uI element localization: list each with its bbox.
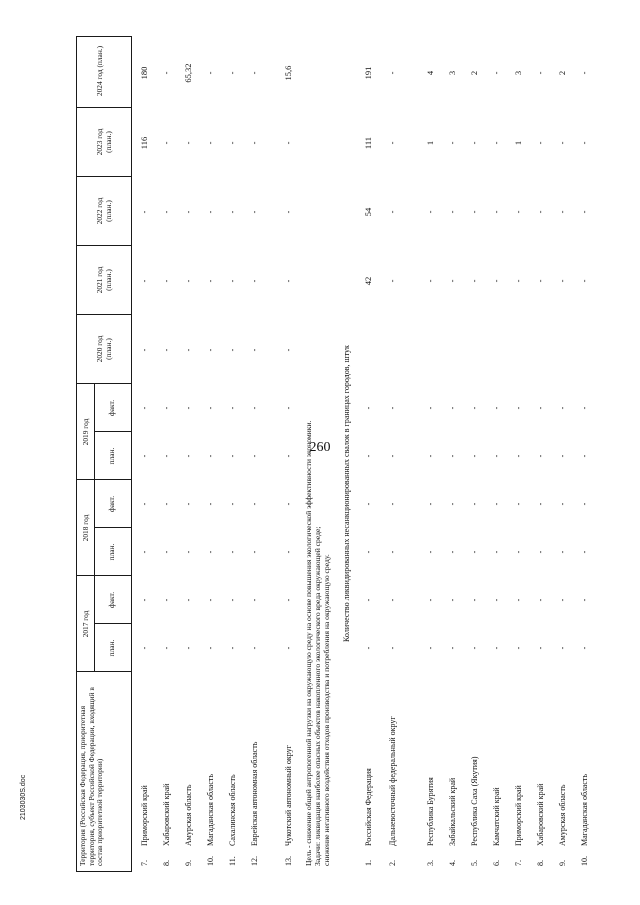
row-territory: Чукотский автономный округ bbox=[284, 745, 293, 846]
empty-cell-dash: - bbox=[250, 406, 259, 410]
empty-cell-dash: - bbox=[162, 406, 171, 410]
empty-cell-dash: - bbox=[206, 550, 215, 554]
value-2021: - bbox=[491, 279, 501, 283]
value-2023: 1 bbox=[425, 140, 435, 146]
row-number: 11. bbox=[228, 856, 237, 866]
empty-cell-dash: - bbox=[492, 502, 501, 506]
value-2022: - bbox=[535, 210, 545, 214]
empty-cell-dash: - bbox=[426, 406, 435, 410]
table-row bbox=[140, 36, 158, 872]
value-2023: - bbox=[183, 141, 193, 145]
empty-cell-dash: - bbox=[184, 406, 193, 410]
empty-cell-dash: - bbox=[470, 454, 479, 458]
row-number: 7. bbox=[514, 860, 523, 866]
empty-cell-dash: - bbox=[184, 454, 193, 458]
empty-cell-dash: - bbox=[284, 279, 293, 283]
row-territory: Республика Саха (Якутия) bbox=[470, 756, 479, 846]
value-2022: - bbox=[579, 210, 589, 214]
empty-cell-dash: - bbox=[228, 210, 237, 214]
header-2018: 2018 год bbox=[81, 514, 90, 542]
empty-cell-dash: - bbox=[492, 454, 501, 458]
empty-cell-dash: - bbox=[206, 502, 215, 506]
empty-cell-dash: - bbox=[206, 210, 215, 214]
header-territory: Территория (Российская Федерация, приоритетная территория, субъект Российской Федерации, входящий в состав приоритетной территории) bbox=[78, 687, 104, 866]
row-territory: Хабаровский край bbox=[536, 783, 545, 846]
row-territory: Амурская область bbox=[558, 784, 567, 846]
empty-cell-dash: - bbox=[162, 646, 171, 650]
value-2023: - bbox=[557, 141, 567, 145]
value-2023: 111 bbox=[363, 136, 373, 150]
table-row bbox=[536, 36, 554, 872]
col-line bbox=[76, 871, 131, 872]
rotated-table bbox=[76, 36, 626, 872]
empty-cell-dash: - bbox=[388, 454, 397, 458]
value-2024: 15,6 bbox=[283, 65, 293, 81]
empty-cell-dash: - bbox=[206, 348, 215, 352]
empty-cell-dash: - bbox=[364, 454, 373, 458]
empty-cell-dash: - bbox=[448, 598, 457, 602]
empty-cell-dash: - bbox=[228, 454, 237, 458]
empty-cell-dash: - bbox=[492, 406, 501, 410]
col-line bbox=[76, 36, 131, 37]
empty-cell-dash: - bbox=[206, 406, 215, 410]
header-2017: 2017 год bbox=[81, 610, 90, 638]
empty-cell-dash: - bbox=[250, 348, 259, 352]
value-2022: - bbox=[491, 210, 501, 214]
col-line bbox=[76, 245, 131, 246]
row-number: 5. bbox=[470, 860, 479, 866]
empty-cell-dash: - bbox=[388, 406, 397, 410]
empty-cell-dash: - bbox=[470, 406, 479, 410]
empty-cell-dash: - bbox=[140, 454, 149, 458]
empty-cell-dash: - bbox=[448, 502, 457, 506]
empty-cell-dash: - bbox=[284, 210, 293, 214]
col-line bbox=[76, 176, 131, 177]
row-number: 2. bbox=[388, 860, 397, 866]
value-2023: - bbox=[227, 141, 237, 145]
header-bottom-line bbox=[131, 36, 132, 872]
empty-cell-dash: - bbox=[580, 454, 589, 458]
empty-cell-dash: - bbox=[426, 646, 435, 650]
header-plan: план. bbox=[107, 543, 116, 561]
empty-cell-dash: - bbox=[580, 550, 589, 554]
row-number: 9. bbox=[184, 860, 193, 866]
row-number: 10. bbox=[580, 856, 589, 866]
value-2024: 2 bbox=[469, 70, 479, 76]
value-2021: - bbox=[513, 279, 523, 283]
empty-cell-dash: - bbox=[140, 646, 149, 650]
empty-cell-dash: - bbox=[558, 646, 567, 650]
header-2022: 2022 год (план.) bbox=[95, 197, 113, 225]
empty-cell-dash: - bbox=[250, 454, 259, 458]
value-2024: 65,32 bbox=[183, 63, 193, 83]
empty-cell-dash: - bbox=[228, 279, 237, 283]
empty-cell-dash: - bbox=[536, 598, 545, 602]
row-number: 1. bbox=[364, 860, 373, 866]
empty-cell-dash: - bbox=[448, 454, 457, 458]
empty-cell-dash: - bbox=[184, 210, 193, 214]
empty-cell-dash: - bbox=[228, 348, 237, 352]
empty-cell-dash: - bbox=[206, 454, 215, 458]
empty-cell-dash: - bbox=[580, 406, 589, 410]
row-territory: Хабаровский край bbox=[162, 783, 171, 846]
row-territory: Камчатский край bbox=[492, 787, 501, 846]
empty-cell-dash: - bbox=[470, 646, 479, 650]
value-2024: 180 bbox=[139, 66, 149, 80]
row-number: 6. bbox=[492, 860, 501, 866]
value-2021: - bbox=[469, 279, 479, 283]
empty-cell-dash: - bbox=[162, 550, 171, 554]
table-row bbox=[514, 36, 532, 872]
value-2022: - bbox=[387, 210, 397, 214]
row-territory: Амурская область bbox=[184, 784, 193, 846]
value-2024: - bbox=[387, 71, 397, 75]
table-row bbox=[364, 36, 382, 872]
value-2021: - bbox=[387, 279, 397, 283]
empty-cell-dash: - bbox=[284, 502, 293, 506]
empty-cell-dash: - bbox=[514, 550, 523, 554]
header-2020: 2020 год (план.) bbox=[95, 335, 113, 363]
page-number: 260 bbox=[309, 440, 331, 455]
value-2023: - bbox=[161, 141, 171, 145]
task-text-1: Задачи: ликвидация наиболее опасных объектов накопленного экологического вреда окружающей среде; bbox=[313, 526, 322, 866]
table-row bbox=[448, 36, 466, 872]
header-fact: факт. bbox=[107, 591, 116, 609]
header-2021: 2021 год (план.) bbox=[95, 266, 113, 294]
empty-cell-dash: - bbox=[536, 502, 545, 506]
value-2022: - bbox=[425, 210, 435, 214]
empty-cell-dash: - bbox=[536, 406, 545, 410]
goal-text: Цель - снижение общей антропогенной нагрузки на окружающую среду на основе повышения экологической эффективности экономики. bbox=[304, 420, 313, 866]
header-plan: план. bbox=[107, 447, 116, 465]
table-row bbox=[206, 36, 224, 872]
empty-cell-dash: - bbox=[514, 502, 523, 506]
empty-cell-dash: - bbox=[514, 454, 523, 458]
empty-cell-dash: - bbox=[448, 646, 457, 650]
empty-cell-dash: - bbox=[514, 646, 523, 650]
value-2024: - bbox=[227, 71, 237, 75]
empty-cell-dash: - bbox=[558, 406, 567, 410]
empty-cell-dash: - bbox=[250, 598, 259, 602]
empty-cell-dash: - bbox=[140, 406, 149, 410]
header-plan: план. bbox=[107, 639, 116, 657]
empty-cell-dash: - bbox=[228, 598, 237, 602]
row-territory: Российская Федерация bbox=[364, 768, 373, 846]
value-2023: - bbox=[579, 141, 589, 145]
empty-cell-dash: - bbox=[448, 406, 457, 410]
header-2019: 2019 год bbox=[81, 418, 90, 446]
row-territory: Приморский край bbox=[514, 785, 523, 846]
empty-cell-dash: - bbox=[162, 210, 171, 214]
row-number: 8. bbox=[536, 860, 545, 866]
header-2024: 2024 год (план.) bbox=[95, 45, 104, 97]
value-2024: 2 bbox=[557, 70, 567, 76]
value-2021: 42 bbox=[363, 276, 373, 286]
value-2022: - bbox=[557, 210, 567, 214]
empty-cell-dash: - bbox=[184, 348, 193, 352]
empty-cell-dash: - bbox=[250, 646, 259, 650]
table-row bbox=[558, 36, 576, 872]
empty-cell-dash: - bbox=[580, 502, 589, 506]
value-2023: - bbox=[491, 141, 501, 145]
value-2024: - bbox=[161, 71, 171, 75]
table-row bbox=[388, 36, 406, 872]
empty-cell-dash: - bbox=[470, 550, 479, 554]
empty-cell-dash: - bbox=[250, 502, 259, 506]
empty-cell-dash: - bbox=[184, 502, 193, 506]
col-line bbox=[76, 314, 131, 315]
value-2024: - bbox=[535, 71, 545, 75]
empty-cell-dash: - bbox=[448, 550, 457, 554]
empty-cell-dash: - bbox=[184, 598, 193, 602]
empty-cell-dash: - bbox=[228, 646, 237, 650]
empty-cell-dash: - bbox=[364, 406, 373, 410]
value-2021: - bbox=[535, 279, 545, 283]
value-2023: - bbox=[205, 141, 215, 145]
empty-cell-dash: - bbox=[388, 646, 397, 650]
empty-cell-dash: - bbox=[426, 502, 435, 506]
empty-cell-dash: - bbox=[580, 598, 589, 602]
row-territory: Еврейская автономная область bbox=[250, 741, 259, 846]
empty-cell-dash: - bbox=[284, 348, 293, 352]
empty-cell-dash: - bbox=[162, 348, 171, 352]
empty-cell-dash: - bbox=[162, 454, 171, 458]
col-line bbox=[76, 107, 131, 108]
table-row bbox=[426, 36, 444, 872]
row-territory: Забайкальский край bbox=[448, 777, 457, 846]
empty-cell-dash: - bbox=[228, 550, 237, 554]
table-row bbox=[470, 36, 488, 872]
empty-cell-dash: - bbox=[364, 598, 373, 602]
table-row bbox=[184, 36, 202, 872]
value-2022: - bbox=[469, 210, 479, 214]
empty-cell-dash: - bbox=[388, 502, 397, 506]
empty-cell-dash: - bbox=[580, 646, 589, 650]
table-row bbox=[284, 36, 302, 872]
value-2024: - bbox=[205, 71, 215, 75]
row-territory: Магаданская область bbox=[580, 773, 589, 846]
empty-cell-dash: - bbox=[514, 406, 523, 410]
empty-cell-dash: - bbox=[184, 279, 193, 283]
empty-cell-dash: - bbox=[250, 279, 259, 283]
empty-cell-dash: - bbox=[162, 598, 171, 602]
value-2024: 3 bbox=[513, 70, 523, 76]
row-number: 7. bbox=[140, 860, 149, 866]
empty-cell-dash: - bbox=[470, 598, 479, 602]
value-2021: - bbox=[447, 279, 457, 283]
empty-cell-dash: - bbox=[426, 598, 435, 602]
value-2023: - bbox=[447, 141, 457, 145]
row-number: 3. bbox=[426, 860, 435, 866]
empty-cell-dash: - bbox=[492, 598, 501, 602]
indicator-title: Количество ликвидированных несанкционированных свалок в границах городов, штук bbox=[342, 345, 351, 642]
header-fact: факт. bbox=[107, 495, 116, 513]
empty-cell-dash: - bbox=[470, 502, 479, 506]
value-2021: - bbox=[557, 279, 567, 283]
value-2023: 116 bbox=[139, 136, 149, 150]
value-2023: - bbox=[469, 141, 479, 145]
empty-cell-dash: - bbox=[284, 598, 293, 602]
empty-cell-dash: - bbox=[364, 646, 373, 650]
value-2023: - bbox=[249, 141, 259, 145]
empty-cell-dash: - bbox=[536, 454, 545, 458]
empty-cell-dash: - bbox=[388, 550, 397, 554]
empty-cell-dash: - bbox=[558, 454, 567, 458]
empty-cell-dash: - bbox=[140, 598, 149, 602]
empty-cell-dash: - bbox=[250, 550, 259, 554]
value-2023: - bbox=[283, 141, 293, 145]
value-2024: 4 bbox=[425, 70, 435, 76]
value-2024: - bbox=[249, 71, 259, 75]
empty-cell-dash: - bbox=[206, 598, 215, 602]
empty-cell-dash: - bbox=[426, 454, 435, 458]
row-territory: Дальневосточный федеральный округ bbox=[388, 716, 397, 846]
row-number: 9. bbox=[558, 860, 567, 866]
empty-cell-dash: - bbox=[558, 598, 567, 602]
row-number: 10. bbox=[206, 856, 215, 866]
empty-cell-dash: - bbox=[140, 210, 149, 214]
year-subline bbox=[94, 384, 95, 672]
row-number: 4. bbox=[448, 860, 457, 866]
empty-cell-dash: - bbox=[514, 598, 523, 602]
empty-cell-dash: - bbox=[364, 502, 373, 506]
task-text-2: снижение негативного воздействия отходов производства и потребления на окружающую среду. bbox=[322, 554, 331, 866]
empty-cell-dash: - bbox=[536, 646, 545, 650]
value-2024: 3 bbox=[447, 70, 457, 76]
value-2024: 191 bbox=[363, 66, 373, 80]
value-2021: - bbox=[579, 279, 589, 283]
header-fact: факт. bbox=[107, 399, 116, 417]
table-row bbox=[162, 36, 180, 872]
row-territory: Магаданская область bbox=[206, 773, 215, 846]
value-2024: - bbox=[491, 71, 501, 75]
empty-cell-dash: - bbox=[162, 279, 171, 283]
empty-cell-dash: - bbox=[558, 502, 567, 506]
empty-cell-dash: - bbox=[364, 550, 373, 554]
empty-cell-dash: - bbox=[284, 550, 293, 554]
row-number: 13. bbox=[284, 856, 293, 866]
empty-cell-dash: - bbox=[184, 550, 193, 554]
table-row bbox=[492, 36, 510, 872]
value-2022: - bbox=[513, 210, 523, 214]
empty-cell-dash: - bbox=[284, 406, 293, 410]
value-2022: - bbox=[447, 210, 457, 214]
empty-cell-dash: - bbox=[492, 550, 501, 554]
row-territory: Республика Бурятия bbox=[426, 777, 435, 846]
empty-cell-dash: - bbox=[284, 454, 293, 458]
empty-cell-dash: - bbox=[140, 348, 149, 352]
table-top-line bbox=[76, 36, 77, 872]
table-row bbox=[250, 36, 268, 872]
value-2023: - bbox=[535, 141, 545, 145]
empty-cell-dash: - bbox=[250, 210, 259, 214]
empty-cell-dash: - bbox=[536, 550, 545, 554]
empty-cell-dash: - bbox=[140, 550, 149, 554]
header-2023: 2023 год (план.) bbox=[95, 128, 113, 156]
empty-cell-dash: - bbox=[558, 550, 567, 554]
empty-cell-dash: - bbox=[206, 646, 215, 650]
empty-cell-dash: - bbox=[140, 502, 149, 506]
value-2024: - bbox=[579, 71, 589, 75]
empty-cell-dash: - bbox=[426, 550, 435, 554]
row-number: 8. bbox=[162, 860, 171, 866]
document-footer: 2103030S.doc bbox=[20, 774, 27, 820]
empty-cell-dash: - bbox=[162, 502, 171, 506]
value-2021: - bbox=[425, 279, 435, 283]
empty-cell-dash: - bbox=[184, 646, 193, 650]
row-territory: Приморский край bbox=[140, 785, 149, 846]
table-row bbox=[580, 36, 598, 872]
empty-cell-dash: - bbox=[284, 646, 293, 650]
row-territory: Сахалинская область bbox=[228, 774, 237, 846]
empty-cell-dash: - bbox=[228, 406, 237, 410]
empty-cell-dash: - bbox=[388, 598, 397, 602]
empty-cell-dash: - bbox=[492, 646, 501, 650]
empty-cell-dash: - bbox=[206, 279, 215, 283]
value-2022: 54 bbox=[363, 207, 373, 217]
row-number: 12. bbox=[250, 856, 259, 866]
empty-cell-dash: - bbox=[140, 279, 149, 283]
table-row bbox=[228, 36, 246, 872]
value-2023: - bbox=[387, 141, 397, 145]
empty-cell-dash: - bbox=[228, 502, 237, 506]
value-2023: 1 bbox=[513, 140, 523, 146]
